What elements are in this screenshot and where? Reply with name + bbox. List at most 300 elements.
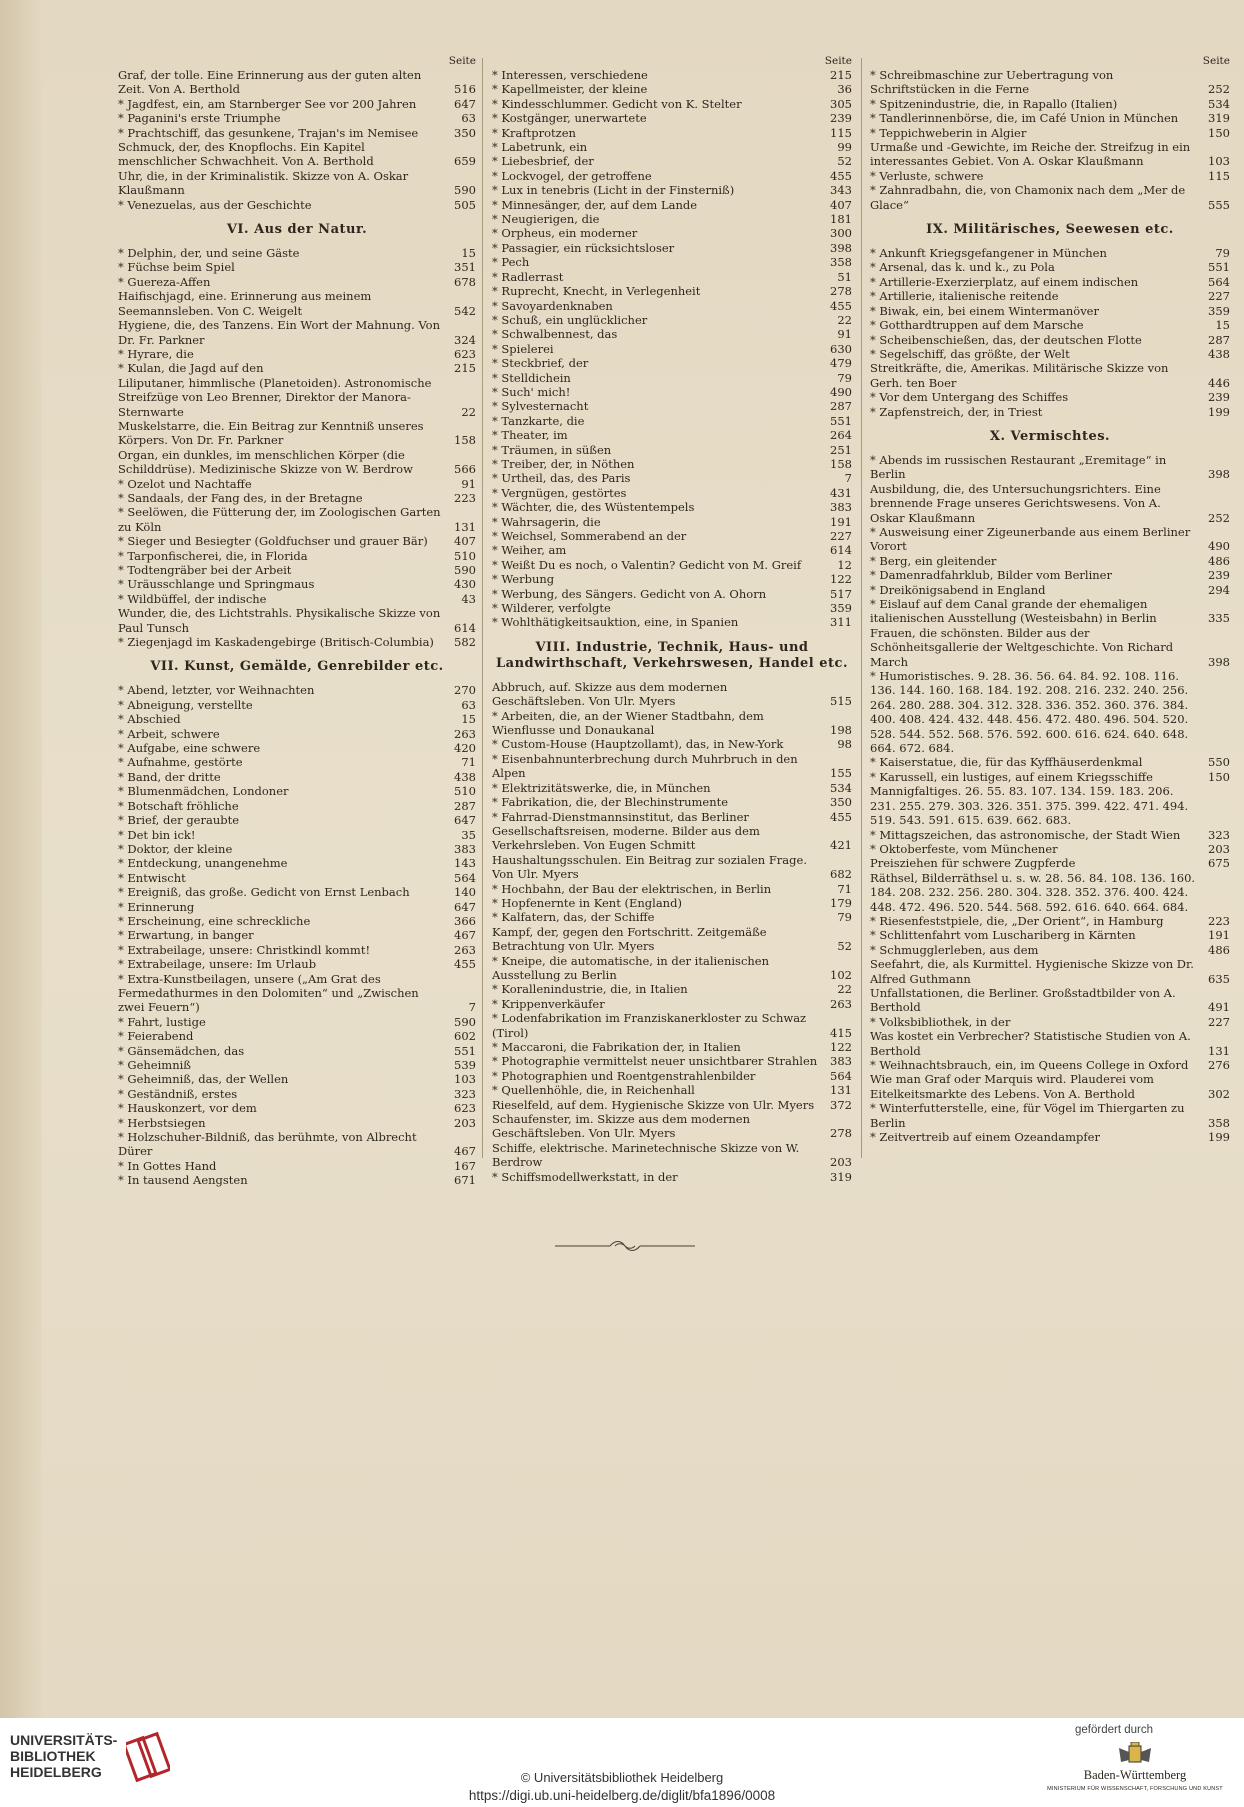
entry-title: * Gänsemädchen, das — [118, 1043, 245, 1058]
entry-title: * Sieger und Besiegter (Goldfuchser und grauer Bär) — [118, 534, 428, 549]
index-entry — [492, 1112, 852, 1141]
index-entry — [118, 577, 476, 591]
entry-page-number: 438 — [454, 769, 476, 784]
index-entry — [870, 318, 1230, 332]
entry-page-number: 203 — [454, 1115, 476, 1130]
entry-title: Haifischjagd, eine. Erinnerung aus meinem Seemannsleben. Von C. Weigelt — [118, 289, 372, 318]
entry-title: * Orpheus, ein moderner — [492, 226, 638, 241]
index-entry — [492, 255, 852, 269]
entry-page-number: 239 — [830, 111, 852, 126]
entry-title: Wie man Graf oder Marquis wird. Plauderei vom Eitelkeitsmarkte des Lebens. Von A. Berthold — [870, 1072, 1154, 1101]
entry-title: * Dreikönigsabend in England — [870, 582, 1046, 597]
column-divider — [482, 58, 483, 1158]
index-entry — [492, 313, 852, 327]
index-entry — [870, 390, 1230, 404]
index-entry — [870, 169, 1230, 183]
entry-page-number: 516 — [454, 82, 476, 97]
index-entry — [118, 635, 476, 649]
entry-title: * Elektrizitätswerke, die, in München — [492, 780, 711, 795]
index-list — [118, 68, 476, 212]
entry-title: * Mittagszeichen, das astronomische, der Stadt Wien — [870, 827, 1181, 842]
index-entry — [118, 376, 476, 419]
index-entry — [870, 856, 1230, 870]
entry-page-number: 415 — [830, 1025, 852, 1040]
index-entry — [492, 853, 852, 882]
funded-by-label: gefördert durch — [1075, 1724, 1153, 1736]
index-entry — [492, 1098, 852, 1112]
index-entry — [492, 471, 852, 485]
entry-page-number: 517 — [830, 586, 852, 601]
entry-title: * Artillerie-Exerzierplatz, auf einem indischen — [870, 274, 1139, 289]
funder-name: Baden-Württemberg — [1083, 1768, 1187, 1782]
index-entry — [118, 727, 476, 741]
entry-page-number: 91 — [461, 476, 476, 491]
entry-page-number: 551 — [830, 413, 852, 428]
entry-title: * Interessen, verschiedene — [492, 68, 648, 82]
entry-title: Schiffe, elektrische. Marinetechnische Skizze von W. Berdrow — [492, 1140, 800, 1170]
entry-title: * Zahnradbahn, die, von Chamonix nach dem „Mer de Glace“ — [870, 183, 1186, 212]
entry-title: * Prachtschiff, das gesunkene, Trajan's im Nemisee — [118, 125, 419, 140]
entry-page-number: 131 — [454, 519, 476, 534]
index-entry — [492, 896, 852, 910]
index-entry — [870, 1029, 1230, 1058]
funder-logo[interactable] — [1040, 1742, 1230, 1802]
entry-title: * Erscheinung, eine schreckliche — [118, 913, 311, 928]
entry-page-number: 115 — [830, 125, 852, 140]
entry-page-number: 539 — [454, 1058, 476, 1072]
index-entry — [870, 943, 1230, 957]
entry-page-number: 455 — [830, 809, 852, 824]
entry-page-number: 467 — [454, 928, 476, 943]
entry-page-number: 438 — [1208, 346, 1230, 361]
entry-page-number: 486 — [1208, 942, 1230, 957]
entry-title: * Venezuelas, aus der Geschichte — [118, 197, 312, 212]
index-entry — [492, 910, 852, 924]
index-entry — [492, 68, 852, 82]
index-entry — [118, 856, 476, 870]
entry-title: * Passagier, ein rücksichtsloser — [492, 240, 675, 255]
entry-title: Schaufenster, im. Skizze aus dem modernen Geschäftsleben. Von Ulr. Myers — [492, 1112, 750, 1141]
entry-title: * Abschied — [118, 712, 181, 727]
index-entry — [870, 140, 1230, 169]
entry-page-number: 564 — [1208, 274, 1230, 289]
entry-page-number: 659 — [454, 154, 476, 169]
entry-page-number: 407 — [830, 197, 852, 212]
index-entry — [118, 534, 476, 548]
coat-of-arms-icon — [1115, 1742, 1155, 1766]
entry-title: * Spielerei — [492, 341, 554, 356]
entry-title: Mannigfaltiges. 26. 55. 83. 107. 134. 159. 183. 206. 231. 255. 279. 303. 326. 351. 375. 399. 422. 471. 494. 519. 543. 591. 615. 639. 662. 683. — [870, 784, 1189, 828]
index-entry — [118, 68, 476, 97]
entry-title: * Aufgabe, eine schwere — [118, 741, 261, 756]
entry-page-number: 635 — [1208, 971, 1230, 986]
entry-page-number: 311 — [830, 615, 852, 630]
index-entry — [492, 140, 852, 154]
entry-page-number: 223 — [1208, 913, 1230, 928]
entry-page-number: 71 — [461, 755, 476, 770]
index-entry — [118, 1058, 476, 1072]
entry-title: Hygiene, die, des Tanzens. Ein Wort der Mahnung. Von Dr. Fr. Parkner — [118, 318, 440, 347]
entry-title: * Paganini's erste Triumphe — [118, 111, 281, 126]
entry-title: * Wohlthätigkeitsauktion, eine, in Spanien — [492, 615, 739, 630]
index-column-1 — [118, 54, 476, 1188]
index-entry — [118, 1072, 476, 1086]
index-entry — [492, 342, 852, 356]
entry-page-number: 505 — [454, 197, 476, 212]
entry-page-number: 551 — [1208, 260, 1230, 275]
entry-page-number: 515 — [830, 694, 852, 709]
entry-title: * Pech — [492, 255, 530, 270]
entry-title: * Abends im russischen Restaurant „Eremitage“ in Berlin — [870, 452, 1167, 482]
index-entry — [492, 169, 852, 183]
index-entry — [492, 997, 852, 1011]
entry-page-number: 264 — [830, 428, 852, 443]
entry-page-number: 305 — [830, 96, 852, 111]
entry-title: Haushaltungsschulen. Ein Beitrag zur sozialen Frage. Von Ulr. Myers — [492, 852, 807, 882]
entry-title: * Neugierigen, die — [492, 212, 600, 227]
entry-page-number: 150 — [1208, 769, 1230, 784]
entry-page-number: 510 — [454, 548, 476, 563]
entry-page-number: 198 — [830, 723, 852, 738]
index-entry — [492, 737, 852, 751]
entry-title: * Schuß, ein unglücklicher — [492, 312, 648, 327]
index-entry — [870, 784, 1230, 827]
entry-title: * Treiber, der, in Nöthen — [492, 456, 635, 471]
index-entry — [870, 1058, 1230, 1072]
entry-page-number: 22 — [837, 982, 852, 997]
index-entry — [870, 405, 1230, 419]
copyright-notice: © Universitätsbibliothek Heidelberg — [520, 1770, 724, 1785]
entry-title: * Seelöwen, die Fütterung der, im Zoologischen Garten zu Köln — [118, 505, 441, 534]
entry-page-number: 534 — [1208, 96, 1230, 111]
index-entry — [492, 558, 852, 572]
entry-page-number: 671 — [454, 1173, 476, 1188]
index-entry — [492, 82, 852, 96]
entry-title: * Ruprecht, Knecht, in Verlegenheit — [492, 284, 701, 299]
library-name-line: HEIDELBERG — [10, 1764, 102, 1780]
index-entry — [870, 68, 1230, 97]
entry-title: Liliputaner, himmlische (Planetoiden). Astronomische Streifzüge von Leo Brenner, Direktor der Manora-Sternwarte — [118, 375, 432, 419]
entry-title: * Korallenindustrie, die, in Italien — [492, 982, 688, 997]
entry-page-number: 351 — [454, 260, 476, 275]
entry-title: * Lux in tenebris (Licht in der Finsterniß) — [492, 183, 735, 198]
entry-page-number: 294 — [1208, 582, 1230, 597]
index-entry — [118, 1159, 476, 1173]
index-entry — [870, 289, 1230, 303]
index-entry — [118, 606, 476, 635]
entry-title: * Schreibmaschine zur Uebertragung von Schriftstücken in die Ferne — [870, 68, 1114, 97]
index-entry — [118, 885, 476, 899]
entry-page-number: 252 — [1208, 82, 1230, 97]
index-entry — [492, 680, 852, 709]
index-list — [870, 68, 1230, 212]
section-heading: VI. Aus der Natur. — [226, 222, 368, 238]
index-entry — [492, 154, 852, 168]
entry-page-number: 534 — [830, 780, 852, 795]
entry-title: * Ankunft Kriegsgefangener in München — [870, 246, 1107, 261]
entry-page-number: 79 — [837, 910, 852, 925]
entry-title: * Wildbüffel, der indische — [118, 591, 267, 606]
entry-title: * Arsenal, das k. und k., zu Pola — [870, 260, 1055, 275]
entry-page-number: 131 — [830, 1083, 852, 1098]
entry-page-number: 71 — [837, 881, 852, 896]
entry-page-number: 486 — [1208, 553, 1230, 568]
index-entry — [870, 669, 1230, 755]
index-entry — [118, 1015, 476, 1029]
index-entry — [492, 543, 852, 557]
index-entry — [492, 371, 852, 385]
entry-page-number: 63 — [461, 697, 476, 712]
index-entry — [118, 111, 476, 125]
index-entry — [492, 709, 852, 738]
entry-title: * Ziegenjagd im Kaskadengebirge (Britisch-Columbia) — [118, 635, 434, 650]
entry-page-number: 131 — [1208, 1043, 1230, 1058]
index-entry — [118, 957, 476, 971]
entry-page-number: 590 — [454, 183, 476, 198]
entry-page-number: 22 — [461, 404, 476, 419]
entry-title: * Extrabeilage, unsere: Christkindl kommt! — [118, 942, 371, 957]
entry-title: * Extrabeilage, unsere: Im Urlaub — [118, 957, 317, 972]
entry-title: Urmaße und -Gewichte, im Reiche der. Streifzug in ein interessantes Gebiet. Von A. Oskar Klaußmann — [870, 140, 1191, 169]
entry-title: * Lodenfabrikation im Franziskanerkloster zu Schwaz (Tirol) — [492, 1011, 807, 1040]
index-entry — [492, 111, 852, 125]
entry-page-number: 323 — [454, 1086, 476, 1101]
index-entry — [870, 770, 1230, 784]
entry-title: Gesellschaftsreisen, moderne. Bilder aus dem Verkehrsleben. Von Eugen Schmitt — [492, 823, 760, 853]
entry-title: * Weichsel, Sommerabend an der — [492, 529, 687, 543]
index-entry — [118, 1087, 476, 1101]
index-entry — [118, 914, 476, 928]
index-entry — [118, 972, 476, 1015]
entry-title: * Delphin, der, und seine Gäste — [118, 246, 300, 261]
permalink[interactable]: https://digi.ub.uni-heidelberg.de/diglit/bfa1896/0008 — [468, 1788, 776, 1803]
entry-page-number: 287 — [1208, 332, 1230, 347]
index-entry — [118, 347, 476, 361]
entry-title: * Hopfenernte in Kent (England) — [492, 895, 682, 910]
entry-page-number: 324 — [454, 332, 476, 347]
entry-page-number: 421 — [830, 838, 852, 853]
entry-title: * Fabrikation, die, der Blechinstrumente — [492, 795, 729, 810]
entry-page-number: 239 — [1208, 568, 1230, 583]
entry-page-number: 276 — [1208, 1058, 1230, 1072]
index-entry — [118, 784, 476, 798]
entry-page-number: 143 — [454, 856, 476, 871]
index-entry — [492, 1069, 852, 1083]
entry-page-number: 647 — [454, 813, 476, 828]
entry-title: * Kalfatern, das, der Schiffe — [492, 910, 655, 925]
entry-page-number: 63 — [461, 111, 476, 126]
entry-page-number: 350 — [454, 125, 476, 140]
index-entry — [118, 871, 476, 885]
index-entry — [870, 183, 1230, 212]
index-entry — [492, 356, 852, 370]
entry-page-number: 35 — [461, 827, 476, 842]
entry-title: * Gotthardtruppen auf dem Marsche — [870, 318, 1084, 333]
index-entry — [870, 260, 1230, 274]
index-entry — [492, 327, 852, 341]
entry-page-number: 302 — [1208, 1086, 1230, 1101]
entry-page-number: 158 — [830, 456, 852, 471]
index-entry — [118, 813, 476, 827]
entry-title: * Kaiserstatue, die, für das Kyffhäuserdenkmal — [870, 755, 1143, 770]
entry-page-number: 323 — [1208, 827, 1230, 842]
entry-page-number: 383 — [830, 500, 852, 515]
index-entry — [870, 333, 1230, 347]
index-entry — [492, 752, 852, 781]
entry-title: * Vor dem Untergang des Schiffes — [870, 390, 1069, 405]
entry-page-number: 510 — [454, 784, 476, 799]
index-entry — [870, 928, 1230, 942]
entry-page-number: 251 — [830, 442, 852, 457]
entry-page-number: 199 — [1208, 404, 1230, 419]
entry-title: Graf, der tolle. Eine Erinnerung aus der guten alten Zeit. Von A. Berthold — [118, 68, 422, 97]
entry-page-number: 203 — [1208, 841, 1230, 856]
entry-page-number: 263 — [454, 942, 476, 957]
entry-page-number: 431 — [830, 485, 852, 500]
entry-title: * Photographie vermittelst neuer unsichtbarer Strahlen — [492, 1054, 818, 1069]
index-entry — [118, 126, 476, 140]
index-entry — [492, 954, 852, 983]
entry-title: Abbruch, auf. Skizze aus dem modernen Geschäftsleben. Von Ulr. Myers — [492, 679, 728, 709]
index-entry — [870, 126, 1230, 140]
entry-title: * Eisenbahnunterbrechung durch Muhrbruch in den Alpen — [492, 751, 798, 781]
entry-page-number: 630 — [830, 341, 852, 356]
index-entry — [118, 943, 476, 957]
entry-page-number: 278 — [830, 1126, 852, 1141]
entry-title: * Uräusschlange und Springmaus — [118, 577, 315, 592]
entry-title: * Tandlerinnenbörse, die, im Café Union in München — [870, 111, 1179, 126]
index-entry — [492, 529, 852, 543]
entry-page-number: 199 — [1208, 1130, 1230, 1145]
entry-title: Muskelstarre, die. Ein Beitrag zur Kenntniß unseres Körpers. Von Dr. Fr. Parkner — [118, 418, 424, 448]
index-entry — [492, 97, 852, 111]
entry-title: * Geheimniß — [118, 1058, 191, 1072]
entry-page-number: 227 — [1208, 1014, 1230, 1029]
entry-title: * Botschaft fröhliche — [118, 798, 239, 813]
entry-page-number: 15 — [1215, 318, 1230, 333]
entry-page-number: 590 — [454, 1014, 476, 1029]
entry-page-number: 398 — [1208, 467, 1230, 482]
entry-page-number: 455 — [454, 957, 476, 972]
entry-title: * Sandaals, der Fang des, in der Bretagne — [118, 490, 363, 505]
column-divider — [861, 58, 862, 1158]
entry-title: * Maccaroni, die Fabrikation der, in Italien — [492, 1040, 741, 1054]
index-entry — [118, 755, 476, 769]
index-entry — [492, 428, 852, 442]
index-entry — [118, 698, 476, 712]
index-entry — [118, 505, 476, 534]
entry-title: * Karussell, ein lustiges, auf einem Kriegsschiffe — [870, 769, 1153, 784]
entry-page-number: 542 — [454, 303, 476, 318]
entry-title: * Damenradfahrklub, Bilder vom Berliner — [870, 568, 1112, 583]
index-entry — [118, 97, 476, 111]
entry-title: * Custom-House (Hauptzollamt), das, in New-York — [492, 737, 784, 752]
entry-title: * Lockvogel, der getroffene — [492, 168, 652, 183]
entry-title: * Schwalbennest, das — [492, 327, 618, 342]
entry-page-number: 191 — [1208, 928, 1230, 943]
entry-page-number: 359 — [830, 601, 852, 616]
entry-page-number: 358 — [1208, 1115, 1230, 1130]
entry-page-number: 263 — [454, 726, 476, 741]
entry-page-number: 12 — [837, 557, 852, 572]
index-entry — [870, 568, 1230, 582]
entry-title: Organ, ein dunkles, im menschlichen Körper (die Schilddrüse). Medizinische Skizze von W. Berdrow — [118, 447, 413, 477]
entry-page-number: 564 — [454, 870, 476, 885]
entry-page-number: 398 — [1208, 654, 1230, 669]
entry-page-number: 430 — [454, 577, 476, 592]
entry-title: Ausbildung, die, des Untersuchungsrichters. Eine brennende Frage unseres Gerichtswesens. Von A. Oskar Klaußmann — [870, 481, 1161, 525]
entry-title: * Wilderer, verfolgte — [492, 601, 611, 616]
entry-title: * Entwischt — [118, 870, 186, 885]
index-entry — [492, 486, 852, 500]
index-entry — [492, 515, 852, 529]
entry-page-number: 614 — [454, 620, 476, 635]
entry-page-number: 115 — [1208, 168, 1230, 183]
entry-page-number: 227 — [830, 529, 852, 543]
entry-page-number: 300 — [830, 226, 852, 241]
entry-page-number: 252 — [1208, 510, 1230, 525]
index-entry — [492, 925, 852, 954]
entry-title: * Tarponfischerei, die, in Florida — [118, 548, 308, 563]
entry-page-number: 479 — [830, 356, 852, 371]
entry-title: Schmuck, der, des Knopflochs. Ein Kapitel menschlicher Schwachheit. Von A. Berthold — [118, 140, 374, 169]
entry-page-number: 122 — [830, 1040, 852, 1054]
index-entry — [870, 1101, 1230, 1130]
entry-title: * Labetrunk, ein — [492, 140, 588, 155]
entry-page-number: 366 — [454, 913, 476, 928]
index-entry — [118, 799, 476, 813]
entry-title: * Erinnerung — [118, 899, 195, 914]
funder-subtitle: MINISTERIUM FÜR WISSENSCHAFT, FORSCHUNG UND KUNST — [1047, 1786, 1223, 1792]
index-entry — [492, 824, 852, 853]
page-fold-shadow — [0, 0, 42, 1718]
entry-title: * Stelldichein — [492, 370, 571, 385]
entry-page-number: 7 — [468, 1000, 476, 1015]
index-entry — [492, 399, 852, 413]
entry-title: * Kraftprotzen — [492, 125, 576, 140]
entry-page-number: 181 — [830, 212, 852, 227]
index-entry — [492, 443, 852, 457]
entry-page-number: 287 — [830, 399, 852, 414]
index-entry — [492, 1083, 852, 1097]
entry-page-number: 79 — [837, 370, 852, 385]
index-entry — [118, 549, 476, 563]
entry-title: * Tanzkarte, die — [492, 413, 585, 428]
entry-page-number: 319 — [1208, 111, 1230, 126]
index-list — [118, 683, 476, 1187]
index-entry — [492, 1054, 852, 1068]
entry-page-number: 550 — [1208, 755, 1230, 770]
index-list — [870, 246, 1230, 419]
entry-title: * Arbeit, schwere — [118, 726, 220, 741]
entry-title: * Weiher, am — [492, 543, 567, 558]
index-entry — [870, 914, 1230, 928]
index-entry — [870, 986, 1230, 1015]
index-entry — [492, 414, 852, 428]
entry-title: * Abneigung, verstellte — [118, 697, 253, 712]
entry-page-number: 79 — [1215, 246, 1230, 261]
entry-title: Wunder, die, des Lichtstrahls. Physikalische Skizze von Paul Tunsch — [118, 606, 441, 635]
entry-page-number: 270 — [454, 683, 476, 698]
entry-page-number: 335 — [1208, 611, 1230, 626]
index-entry — [492, 882, 852, 896]
index-column-2 — [492, 54, 852, 1184]
index-entry — [118, 491, 476, 505]
section-heading: X. Vermischtes. — [989, 428, 1111, 444]
entry-page-number: 15 — [461, 246, 476, 261]
index-entry — [118, 318, 476, 347]
index-entry — [492, 810, 852, 824]
